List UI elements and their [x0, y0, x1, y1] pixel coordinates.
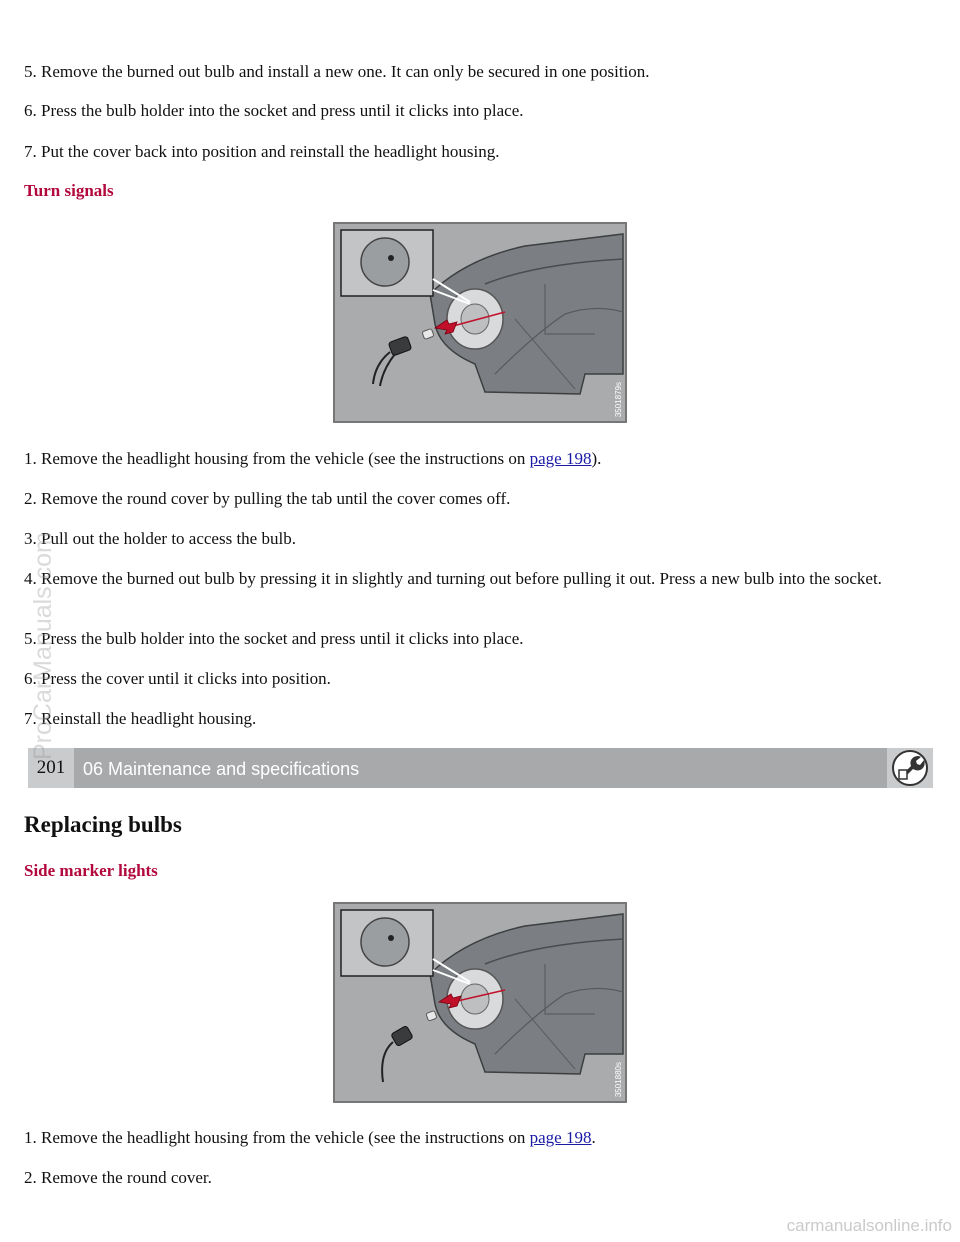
side-marker-heading: Side marker lights: [24, 861, 158, 880]
step-text: 2. Remove the round cover by pulling the tab until the cover comes off.: [24, 489, 511, 508]
step-text-part: ).: [591, 449, 602, 468]
step-text: 2. Remove the round cover.: [24, 1168, 212, 1187]
turn-signal-illustration: [333, 222, 627, 423]
chapter-title: 06 Maintenance and specifications: [83, 759, 360, 779]
figure-code: 3501879s: [614, 381, 623, 417]
step-text-part: 1. Remove the headlight housing from the vehicle (see the instructions on: [24, 449, 530, 468]
step-text: 5. Press the bulb holder into the socket and press until it clicks into place.: [24, 629, 524, 648]
chapter-bar: [28, 748, 933, 788]
headlight-diagram: [335, 224, 625, 421]
step-text: 7. Put the cover back into position and reinstall the headlight housing.: [24, 142, 500, 161]
turn-signals-heading: Turn signals: [24, 181, 114, 200]
side-marker-illustration: [333, 902, 627, 1103]
bottom-watermark: carmanualsonline.info: [786, 1216, 952, 1235]
step-text-part: .: [591, 1128, 596, 1147]
step-text: 7. Reinstall the headlight housing.: [24, 709, 257, 728]
step-text: 5. Remove the burned out bulb and install a new one. It can only be secured in one position.: [24, 62, 650, 81]
step-text: [24, 448, 934, 469]
step-text: 6. Press the cover until it clicks into position.: [24, 669, 331, 688]
page-title: Replacing bulbs: [24, 812, 182, 837]
step-text: [24, 1127, 934, 1148]
step-text-part: 1. Remove the headlight housing from the vehicle (see the instructions on: [24, 1128, 530, 1147]
step-text: 3. Pull out the holder to access the bulb.: [24, 529, 296, 548]
page-number: 201: [28, 748, 74, 788]
step-text: 4. Remove the burned out bulb by pressing it in slightly and turning out before pulling it out. Press a new bulb into the socket.: [24, 569, 882, 588]
wrench-icon: [887, 748, 933, 788]
headlight-diagram: [335, 904, 625, 1101]
figure-code: 3501880s: [614, 1061, 623, 1097]
side-watermark: ProCarManuals.com: [29, 532, 57, 760]
page-198-link[interactable]: page 198: [529, 449, 592, 468]
chapter-icon-box: [887, 748, 933, 788]
page-198-link[interactable]: page 198: [529, 1128, 592, 1147]
step-text: 6. Press the bulb holder into the socket and press until it clicks into place.: [24, 101, 524, 120]
